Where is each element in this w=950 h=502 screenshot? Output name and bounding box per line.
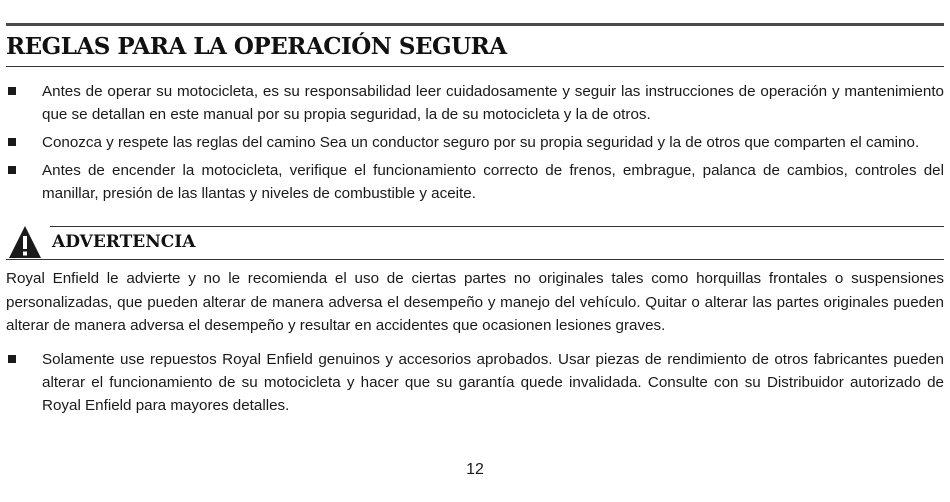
list-item-text: Conozca y respete las reglas del camino Sea un conductor seguro por su propia seguridad y la de otros que comparten el camino. <box>42 134 920 151</box>
list-item-text: Solamente use repuestos Royal Enfield genuinos y accesorios aprobados. Usar piezas de rendimiento de otros fabricantes pueden alterar el funcionamiento de su motocicleta y hacer que su garantía quede invalidada. Consulte con su Distribuidor autorizado de Royal Enfield para mayores detalles. <box>42 351 944 414</box>
bullet-square-icon <box>8 355 16 363</box>
page-number: 12 <box>466 461 484 478</box>
warning-top-rule <box>50 226 944 227</box>
bullet-square-icon <box>8 138 16 146</box>
list-item-text: Antes de encender la motocicleta, verifique el funcionamiento correcto de frenos, embrague, palanca de cambios, controles del manillar, presión de las llantas y niveles de combustible y aceite. <box>42 162 944 202</box>
warning-list <box>6 348 944 417</box>
section-title: REGLAS PARA LA OPERACIÓN SEGURA <box>6 33 507 60</box>
warning-triangle-icon <box>7 224 43 260</box>
list-item-text: Antes de operar su motocicleta, es su responsabilidad leer cuidadosamente y seguir las instrucciones de operación y mantenimiento que se detallan en este manual por su propia seguridad, la de su motocicleta y la de otros. <box>42 83 944 123</box>
list-item <box>6 131 944 154</box>
warning-text: Royal Enfield le advierte y no le recomienda el uso de ciertas partes no originales tales como horquillas frontales o suspensiones personalizadas, que pueden alterar de manera adversa el desempeño y manejo del vehículo. Quitar o alterar las partes originales pueden alterar de manera adversa el desempeño y resultar en accidentes que ocasionen lesiones graves. <box>6 270 944 334</box>
safety-rules-list <box>6 80 944 210</box>
list-item <box>6 348 944 417</box>
bullet-square-icon <box>8 166 16 174</box>
title-divider <box>6 66 944 67</box>
list-item <box>6 80 944 126</box>
list-item <box>6 159 944 205</box>
top-rule <box>6 23 944 26</box>
warning-divider <box>6 259 944 260</box>
warning-title: ADVERTENCIA <box>52 232 196 252</box>
bullet-square-icon <box>8 87 16 95</box>
